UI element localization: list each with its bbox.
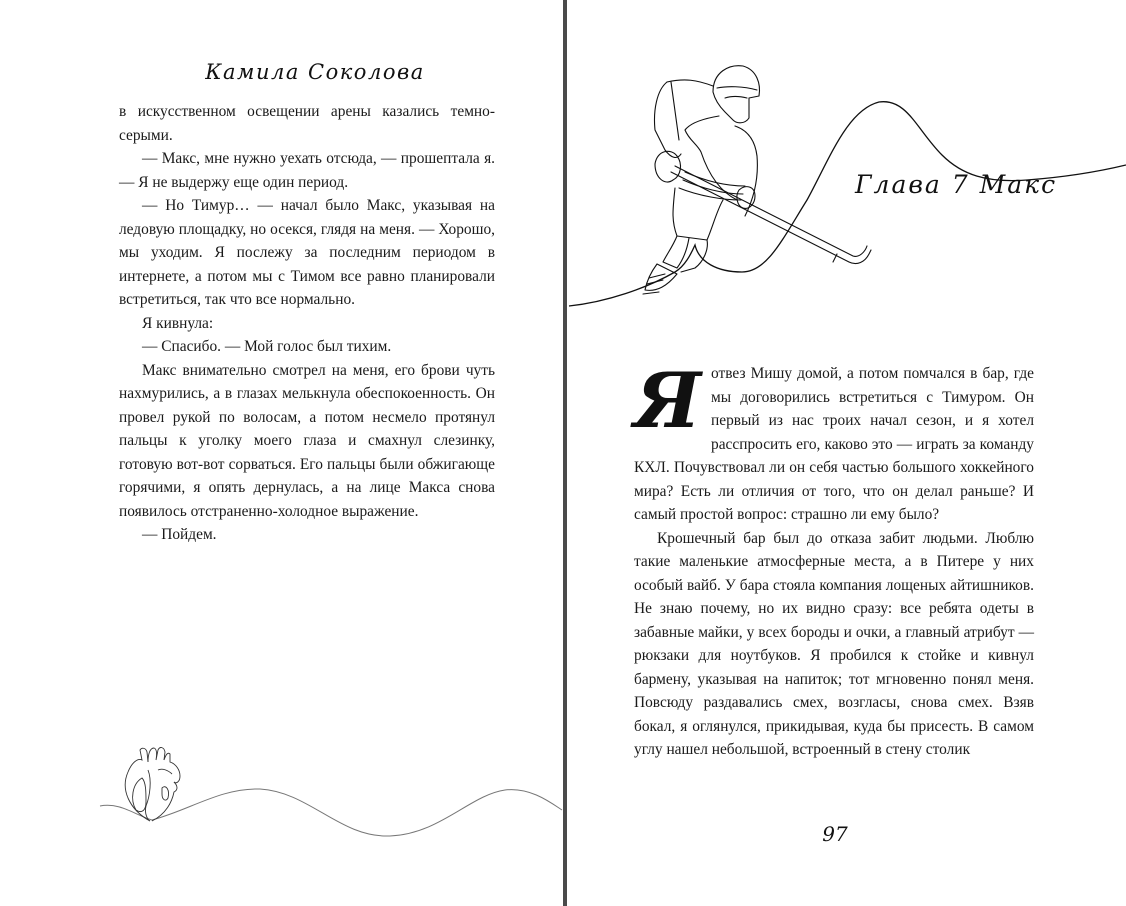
paragraph: — Спасибо. — Мой голос был тихим. [142, 338, 392, 355]
paragraph: Я кивнула: [142, 314, 214, 332]
right-page-body [634, 356, 1034, 762]
paragraph: отвез Мишу домой, а потом помчался в бар, где мы договорились встретиться с Тимуром. Он первый из нас троих начал сезон, и я хотел расспросить его, каково это — играть за команду КХЛ. Почувствовал ли он себя частью большого хоккейного мира? Есть ли отличия от того, что он делал раньше? И самый простой вопрос: страшно ли ему было? [634, 365, 1034, 523]
chapter-title: Глава 7 Макс [855, 170, 1058, 199]
page-number: 97 [822, 822, 848, 846]
running-head-author: Камила Соколова [205, 60, 425, 84]
paragraph: — Пойдем. [142, 526, 217, 543]
paragraph: Макс внимательно смотрел на меня, его брови чуть нахмурились, а в глазах мелькнула обеспокоенность. Он провел рукой по волосам, а потом несмело протянул пальцы к уголку моего глаза и смахнул слезинку, готовую вот-вот сорваться. Его пальцы были обжигающе горячими, я опять дернулась, а на лице Макса снова появилось отстраненно-холодное выражение. [119, 361, 495, 520]
paragraph: — Макс, мне нужно уехать отсюда, — прошептала я. — Я не выдержу еще один период. [119, 150, 495, 191]
paragraph: — Но Тимур… — начал было Макс, указывая на ледовую площадку, но осекся, глядя на меня. — Хорошо, мы уходим. Я послежу за последним периодом в интернете, а потом мы с Тимом все равно планировали встретиться, так что все нормально. [119, 197, 495, 308]
paragraph: в искусственном освещении арены казались темно-серыми. [119, 103, 495, 144]
left-page-body [119, 100, 495, 547]
drop-cap: Я [634, 356, 702, 445]
paragraph: Крошечный бар был до отказа забит людьми. Люблю такие маленькие атмосферные места, а в Питере у них особый вайб. У бара стояла компания лощеных айтишников. Не знаю почему, но их видно сразу: все ребята одеты в забавные майки, у всех бороды и очки, а главный атрибут — рюкзаки для ноутбуков. Я пробился к стойке и кивнул бармену, указывая на напиток; тот мгновенно понял меня. Повсюду раздавались смех, возгласы, снова смех. Взяв бокал, я оглянулся, прикидывая, куда бы присесть. В самом углу нашел небольшой, встроенный в стену столик [634, 529, 1034, 758]
heart-line-art-icon [100, 740, 564, 870]
